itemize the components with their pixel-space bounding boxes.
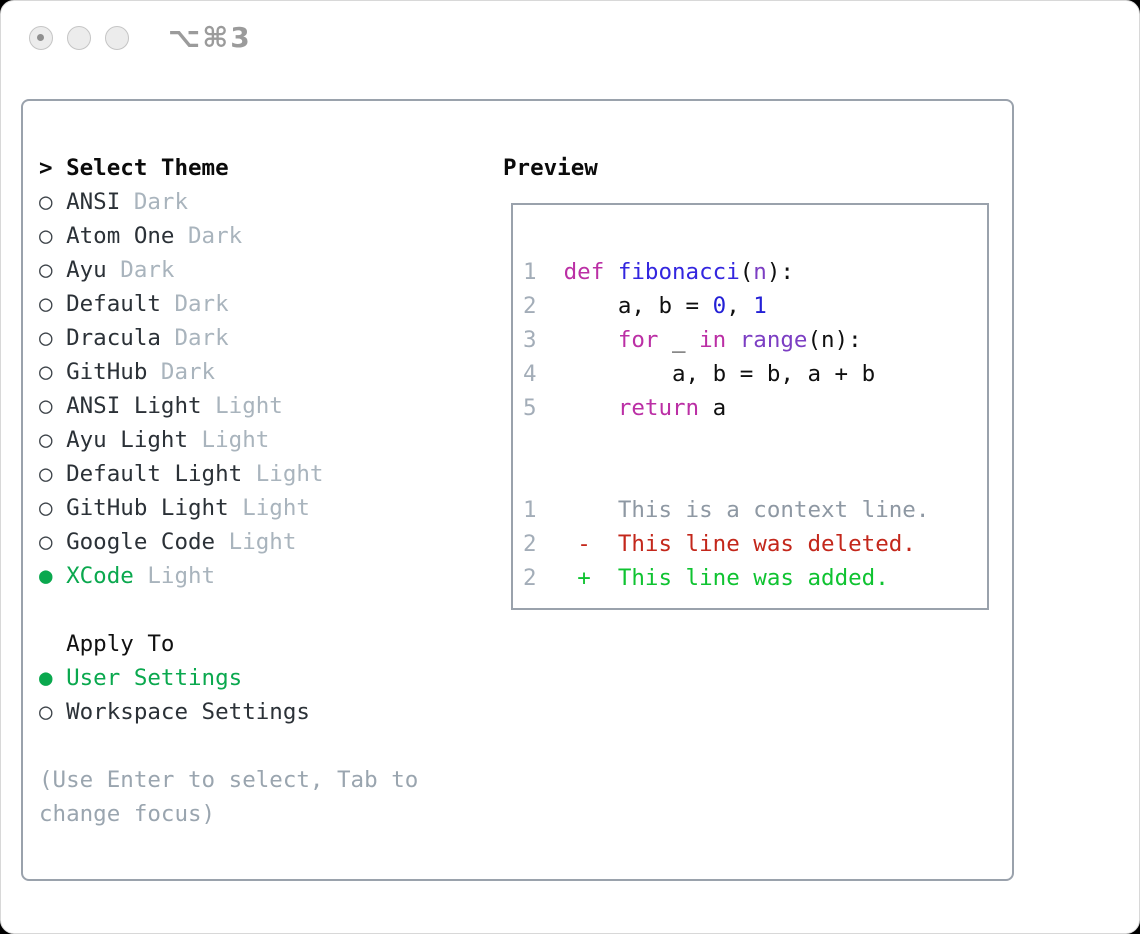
code-segment — [537, 531, 578, 557]
theme-option[interactable] — [39, 355, 441, 389]
code-segment: fibonacci — [617, 259, 740, 285]
code-segment — [537, 565, 578, 591]
code-segment: (n): — [807, 327, 862, 353]
radio-selected-icon: ● — [39, 665, 53, 691]
radio-unselected-icon: ○ — [39, 461, 53, 487]
code-segment: 2 — [523, 565, 537, 591]
theme-variant: Dark — [160, 291, 229, 317]
traffic-lights — [29, 26, 129, 50]
code-segment: - This line was deleted. — [577, 531, 916, 557]
radio-unselected-icon: ○ — [39, 257, 53, 283]
theme-options-list — [39, 185, 441, 593]
theme-variant: Light — [242, 461, 324, 487]
radio-unselected-icon: ○ — [39, 427, 53, 453]
code-segment: 5 — [523, 395, 537, 421]
code-segment: for — [617, 327, 659, 353]
code-segment: def — [563, 259, 605, 285]
theme-option[interactable] — [39, 525, 441, 559]
theme-option[interactable] — [39, 389, 441, 423]
code-segment: a — [699, 395, 727, 421]
code-line — [523, 561, 987, 595]
theme-variant: Light — [228, 495, 310, 521]
code-line — [523, 323, 987, 357]
code-segment: 0 — [712, 293, 727, 319]
theme-name: Ayu Light — [52, 427, 189, 453]
traffic-light-dot-icon[interactable] — [29, 26, 53, 50]
radio-unselected-icon: ○ — [39, 291, 53, 317]
code-segment: a, b = — [536, 293, 713, 319]
theme-option[interactable] — [39, 423, 441, 457]
radio-unselected-icon: ○ — [39, 359, 53, 385]
code-segment — [537, 259, 564, 285]
theme-name: Atom One — [52, 223, 175, 249]
code-segment: ( — [739, 259, 754, 285]
code-segment: in — [699, 327, 727, 353]
code-segment: + This line was added. — [577, 565, 889, 591]
theme-option[interactable] — [39, 491, 441, 525]
theme-name: Google Code — [52, 529, 216, 555]
theme-variant: Light — [215, 529, 297, 555]
code-line — [523, 459, 987, 493]
theme-variant: Dark — [106, 257, 175, 283]
code-segment: 2 — [523, 531, 537, 557]
theme-variant: Light — [133, 563, 216, 589]
theme-name: ANSI — [52, 189, 121, 215]
apply-to-header: Apply To — [66, 631, 175, 657]
theme-name: Default Light — [52, 461, 243, 487]
theme-variant: Light — [188, 427, 270, 453]
apply-option[interactable] — [39, 695, 441, 729]
code-segment — [726, 327, 740, 353]
code-line — [523, 289, 987, 323]
code-segment: 1 — [753, 293, 767, 319]
theme-selector-panel — [21, 99, 1014, 881]
code-segment: range — [739, 327, 808, 353]
code-segment: 1 — [523, 497, 537, 523]
apply-option-label: User Settings — [52, 665, 243, 691]
code-segment: n — [753, 259, 767, 285]
theme-option[interactable] — [39, 219, 441, 253]
code-line — [523, 527, 987, 561]
theme-option[interactable] — [39, 253, 441, 287]
code-preview — [523, 255, 987, 595]
theme-list-column — [39, 151, 441, 831]
theme-name: GitHub — [52, 359, 148, 385]
theme-variant: Dark — [120, 189, 189, 215]
theme-option[interactable] — [39, 457, 441, 491]
radio-unselected-icon: ○ — [39, 699, 53, 725]
traffic-light-dot-icon[interactable] — [105, 26, 129, 50]
code-segment: 4 — [523, 361, 537, 387]
select-theme-header-label: Select Theme — [66, 155, 229, 181]
apply-options-list — [39, 661, 441, 729]
spacer — [39, 593, 441, 627]
preview-header: Preview — [503, 155, 598, 181]
radio-unselected-icon: ○ — [39, 189, 53, 215]
theme-variant: Light — [201, 393, 283, 419]
code-segment: return — [617, 395, 700, 421]
radio-unselected-icon: ○ — [39, 223, 53, 249]
radio-selected-icon: ● — [39, 563, 53, 589]
code-segment — [604, 259, 618, 285]
theme-name: Dracula — [52, 325, 161, 351]
code-segment: a, b = b, a + b — [536, 361, 876, 387]
theme-variant: Dark — [174, 223, 243, 249]
code-segment: 1 — [523, 259, 537, 285]
radio-unselected-icon: ○ — [39, 495, 53, 521]
window-title: ⌥⌘3 — [168, 21, 252, 54]
code-line — [523, 255, 987, 289]
select-theme-header — [39, 151, 441, 185]
apply-option-label: Workspace Settings — [52, 699, 310, 725]
radio-unselected-icon: ○ — [39, 393, 53, 419]
code-line — [523, 493, 987, 527]
theme-name: Default — [52, 291, 161, 317]
traffic-light-dot-icon[interactable] — [67, 26, 91, 50]
code-line — [523, 425, 987, 459]
theme-option[interactable] — [39, 559, 441, 593]
theme-name: GitHub Light — [52, 495, 229, 521]
spacer — [39, 729, 441, 763]
code-segment: 2 — [523, 293, 537, 319]
code-line — [523, 391, 987, 425]
theme-name: ANSI Light — [52, 393, 202, 419]
preview-pane — [511, 203, 989, 610]
code-segment — [537, 395, 618, 421]
radio-unselected-icon: ○ — [39, 529, 53, 555]
radio-unselected-icon: ○ — [39, 325, 53, 351]
theme-option[interactable] — [39, 321, 441, 355]
code-segment: , — [726, 293, 754, 319]
code-segment — [537, 327, 618, 353]
theme-option[interactable] — [39, 287, 441, 321]
theme-variant: Dark — [147, 359, 216, 385]
theme-variant: Dark — [160, 325, 229, 351]
theme-name: XCode — [52, 563, 134, 589]
apply-option[interactable] — [39, 661, 441, 695]
code-segment: _ — [658, 327, 700, 353]
focus-cursor-icon: > — [39, 155, 53, 181]
theme-option[interactable] — [39, 185, 441, 219]
code-line — [523, 357, 987, 391]
code-segment: ): — [766, 259, 794, 285]
code-segment: 3 — [523, 327, 537, 353]
code-segment: This is a context line. — [536, 497, 930, 523]
help-text: (Use Enter to select, Tab to change focus) — [39, 767, 419, 827]
theme-name: Ayu — [52, 257, 107, 283]
